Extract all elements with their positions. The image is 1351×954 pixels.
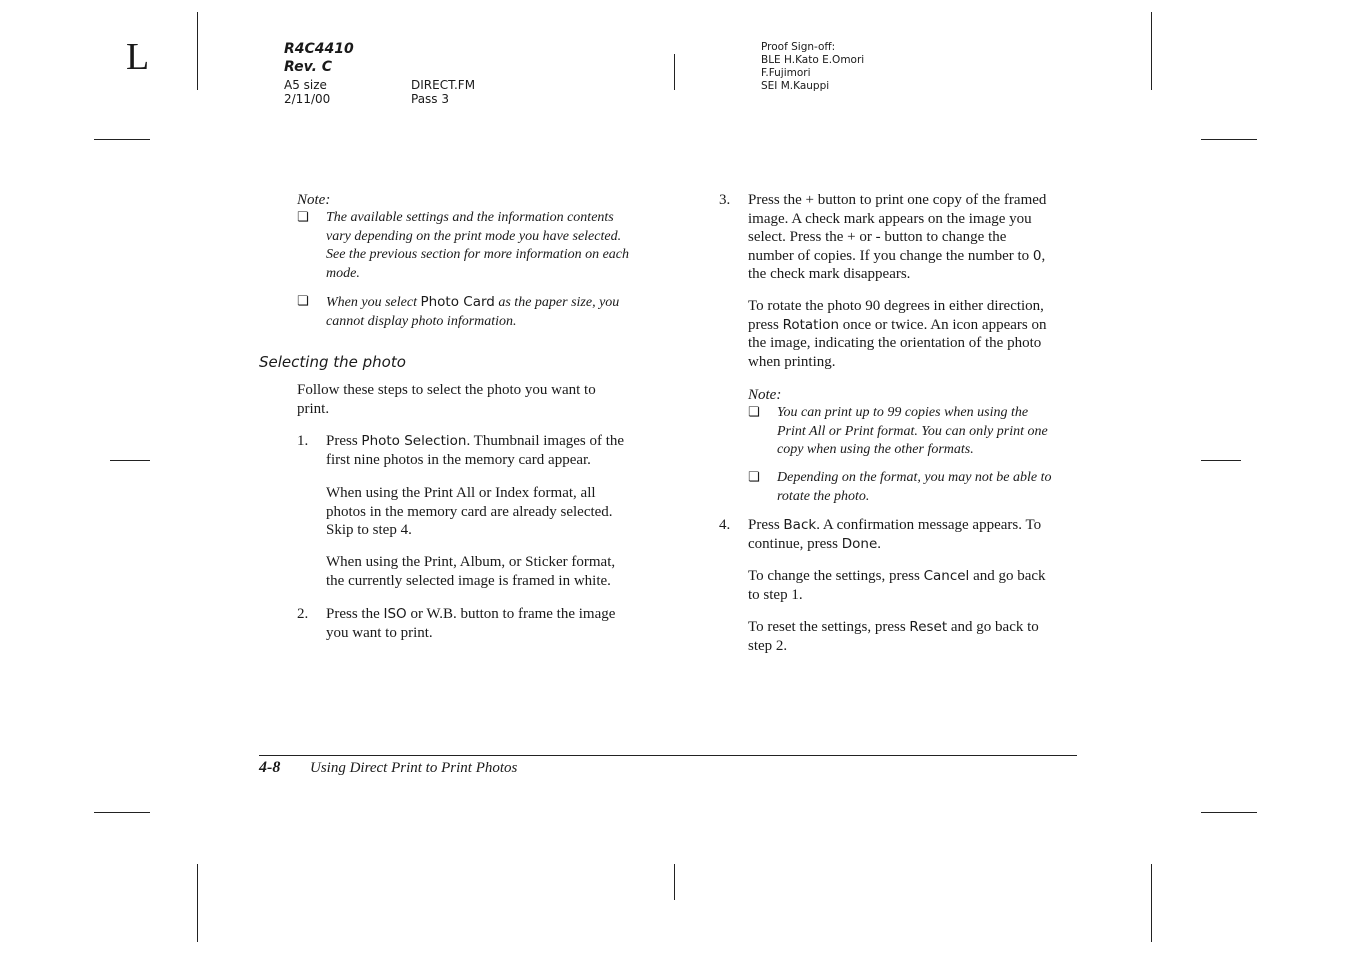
crop-mark (1151, 864, 1152, 942)
revision: Rev. C (284, 59, 333, 75)
rotate-paragraph: To rotate the photo 90 degrees in either direction, press Rotation once or twice. An icon appears on the image, indicating the orientation of the photo when printing. (748, 298, 1047, 370)
checkbox-bullet: ❏ (748, 405, 760, 420)
note-item: When you select Photo Card as the paper size, you cannot display photo information. (326, 294, 620, 329)
doc-id: R4C4410 (284, 41, 354, 57)
key-name: Back (783, 517, 817, 533)
doc-date: 2/11/00 (284, 92, 331, 106)
key-name: Done (841, 535, 878, 552)
key-name: Cancel (923, 568, 970, 584)
key-name: Photo Card (420, 294, 495, 310)
checkbox-bullet: ❏ (297, 210, 309, 225)
cancel-paragraph: To change the settings, press Cancel and go back to step 1. (748, 568, 1046, 603)
key-name: Photo Selection (361, 433, 467, 449)
page-number: 4-8 (259, 759, 281, 776)
step-paragraph: When using the Print All or Index format, all photos in the memory card are already selected. Skip to step 4. (326, 485, 613, 538)
note-item: Depending on the format, you may not be able to rotate the photo. (777, 470, 1052, 504)
key-name: 0 (1032, 247, 1042, 264)
crop-mark (1151, 12, 1152, 90)
section-heading: Selecting the photo (259, 353, 406, 371)
footer-rule (259, 755, 1077, 756)
step-number: 3. (719, 192, 731, 208)
crop-mark (94, 139, 150, 140)
step-text: Press Back. A confirmation message appears. To continue, press Done. (748, 517, 1042, 552)
crop-mark (1201, 812, 1257, 813)
crop-mark (197, 12, 198, 90)
crop-mark (110, 460, 150, 461)
step-paragraph: When using the Print, Album, or Sticker format, the currently selected image is framed in white. (326, 554, 616, 589)
crop-mark (1201, 139, 1257, 140)
note-title: Note: (297, 192, 331, 208)
intro-paragraph: Follow these steps to select the photo you want to print. (297, 382, 596, 417)
note-title: Note: (748, 387, 782, 403)
corner-mark: L (126, 36, 150, 78)
key-name: ISO (383, 606, 407, 622)
crop-mark (674, 54, 675, 90)
step-number: 2. (297, 606, 309, 622)
pass-number: Pass 3 (411, 92, 450, 106)
crop-mark (197, 864, 198, 942)
crop-mark (1201, 460, 1241, 461)
step-text: Press Photo Selection. Thumbnail images of the first nine photos in the memory card appear. (326, 433, 625, 468)
step-text: Press the ISO or W.B. button to frame the image you want to print. (326, 606, 616, 641)
footer-title: Using Direct Print to Print Photos (310, 760, 518, 776)
step-text: Press the + button to print one copy of the framed image. A check mark appears on the image you select. Press the + or - button to change the number of copies. If you change the number to 0, the check mark disappears. (748, 192, 1047, 282)
step-number: 4. (719, 517, 731, 533)
crop-mark (94, 812, 150, 813)
page-size: A5 size (284, 78, 327, 92)
key-name: Reset (909, 619, 948, 635)
checkbox-bullet: ❏ (297, 294, 309, 309)
file-name: DIRECT.FM (411, 78, 476, 92)
checkbox-bullet: ❏ (748, 470, 760, 485)
key-name: Rotation (782, 316, 840, 333)
note-item: The available settings and the information contents vary depending on the print mode you have selected. See the previous section for more information on each mode. (326, 210, 630, 281)
step-number: 1. (297, 433, 309, 449)
proof-signoff: Proof Sign-off: BLE H.Kato E.Omori F.Fujimori SEI M.Kauppi (761, 41, 865, 92)
note-item: You can print up to 99 copies when using the Print All or Print format. You can only print one copy when using the other formats. (777, 405, 1048, 457)
reset-paragraph: To reset the settings, press Reset and go back to step 2. (748, 619, 1039, 654)
crop-mark (674, 864, 675, 900)
